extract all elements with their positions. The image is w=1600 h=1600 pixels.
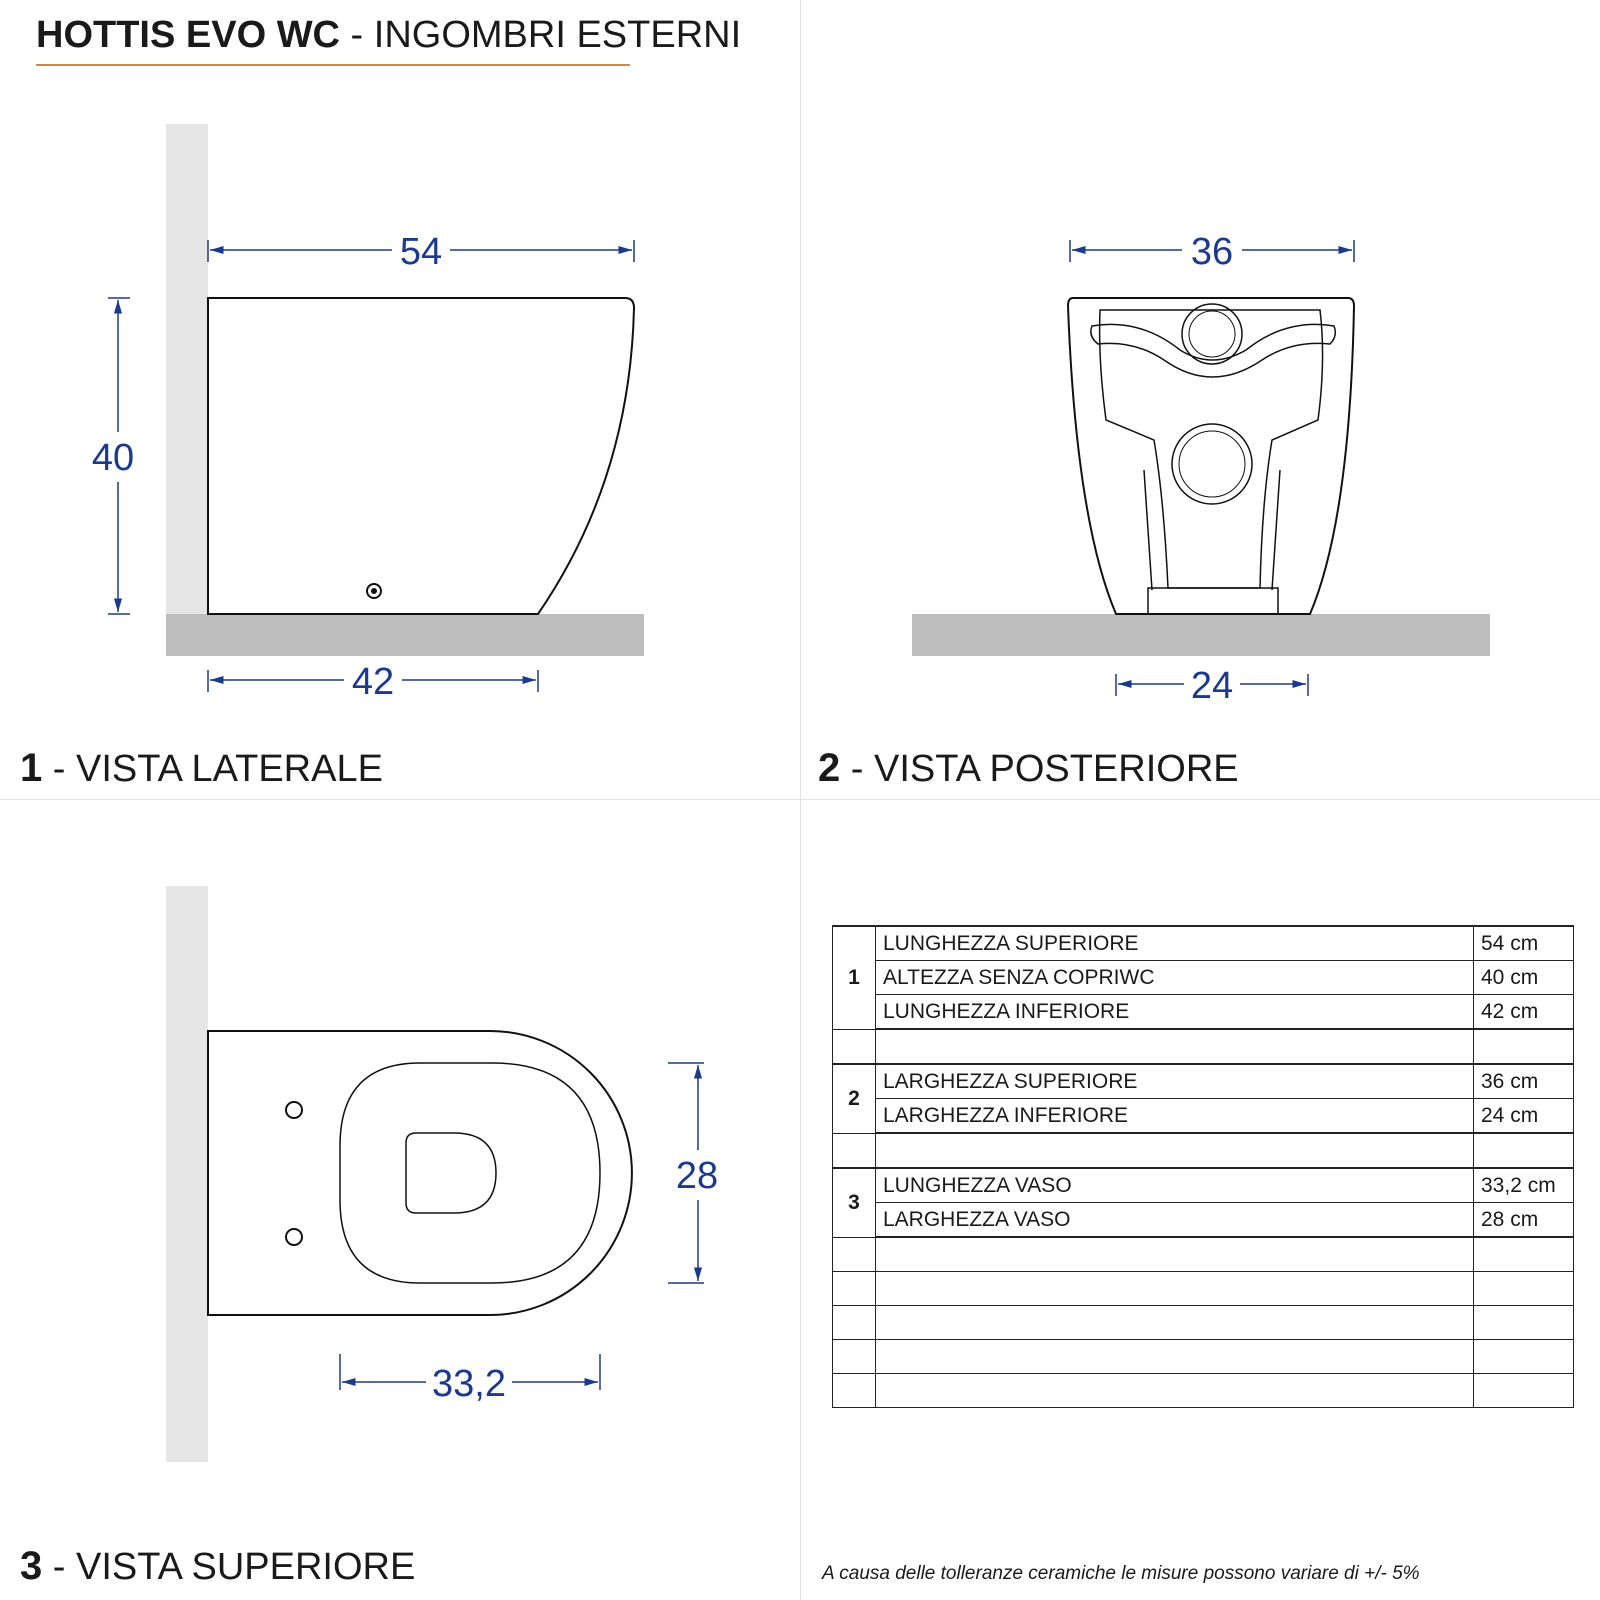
table-row-empty	[833, 1306, 1574, 1340]
table-row-empty	[833, 1029, 1574, 1064]
top-bowl-outline	[208, 1031, 632, 1315]
table-cell-value: 40 cm	[1474, 961, 1574, 995]
table-cell-label: LUNGHEZZA SUPERIORE	[876, 926, 1474, 961]
side-fixing-hole-center	[371, 588, 377, 594]
table-cell-value: 24 cm	[1474, 1099, 1574, 1134]
table-row-empty	[833, 1340, 1574, 1374]
rear-floor	[912, 614, 1490, 656]
table-cell-label: LUNGHEZZA INFERIORE	[876, 995, 1474, 1030]
view-label-top	[20, 1544, 415, 1589]
top-wall	[166, 886, 208, 1462]
table-cell-value: 42 cm	[1474, 995, 1574, 1030]
side-bowl-outline	[208, 298, 634, 614]
table-row-empty	[833, 1237, 1574, 1272]
rear-bowl-outline	[1068, 298, 1354, 614]
view-number-rear: 2	[818, 746, 841, 790]
table-cell-value: 36 cm	[1474, 1064, 1574, 1099]
table-cell-label: ALTEZZA SENZA COPRIWC	[876, 961, 1474, 995]
side-floor	[166, 614, 644, 656]
table-row	[833, 1099, 1574, 1134]
view-title-side: - VISTA LATERALE	[42, 748, 383, 790]
table-cell-label: LARGHEZZA VASO	[876, 1203, 1474, 1238]
rear-view	[912, 231, 1490, 707]
dim-side-bottom-label: 42	[351, 661, 395, 703]
side-wall	[166, 124, 208, 614]
table-row	[833, 1203, 1574, 1238]
table-group-id: 2	[833, 1064, 876, 1133]
dim-side-height-label: 40	[91, 437, 135, 479]
table-cell-label: LARGHEZZA INFERIORE	[876, 1099, 1474, 1134]
dim-top-length-label: 33,2	[432, 1363, 506, 1405]
table-group-id: 3	[833, 1168, 876, 1237]
tolerance-note: A causa delle tolleranze ceramiche le misure possono variare di +/- 5%	[822, 1563, 1420, 1584]
table-group-id: 1	[833, 926, 876, 1029]
table-cell-label: LUNGHEZZA VASO	[876, 1168, 1474, 1203]
dim-side-top-label: 54	[399, 231, 443, 273]
table-cell-value: 28 cm	[1474, 1203, 1574, 1238]
side-view	[92, 124, 644, 703]
product-name: HOTTIS EVO WC	[36, 14, 340, 56]
dim-rear-top-label: 36	[1190, 231, 1234, 273]
table-row	[833, 995, 1574, 1030]
table-row-empty	[833, 1133, 1574, 1168]
table-cell-value: 33,2 cm	[1474, 1168, 1574, 1203]
view-title-top: - VISTA SUPERIORE	[42, 1546, 416, 1588]
table-row	[833, 961, 1574, 995]
view-number-top: 3	[20, 1544, 43, 1588]
dim-rear-bottom-label: 24	[1190, 665, 1234, 707]
dimensions-table	[832, 925, 1574, 1408]
table-row	[833, 1064, 1574, 1099]
dim-top-width-label: 28	[675, 1155, 719, 1197]
table-row-empty	[833, 1374, 1574, 1408]
table-row	[833, 926, 1574, 961]
view-number-side: 1	[20, 746, 43, 790]
table-cell-label: LARGHEZZA SUPERIORE	[876, 1064, 1474, 1099]
table-cell-value: 54 cm	[1474, 926, 1574, 961]
table-row-empty	[833, 1272, 1574, 1306]
top-view	[166, 886, 718, 1462]
view-label-rear	[818, 746, 1239, 791]
view-title-rear: - VISTA POSTERIORE	[840, 748, 1239, 790]
view-label-side	[20, 746, 383, 791]
title-subtitle: - INGOMBRI ESTERNI	[340, 14, 742, 56]
table-row	[833, 1168, 1574, 1203]
